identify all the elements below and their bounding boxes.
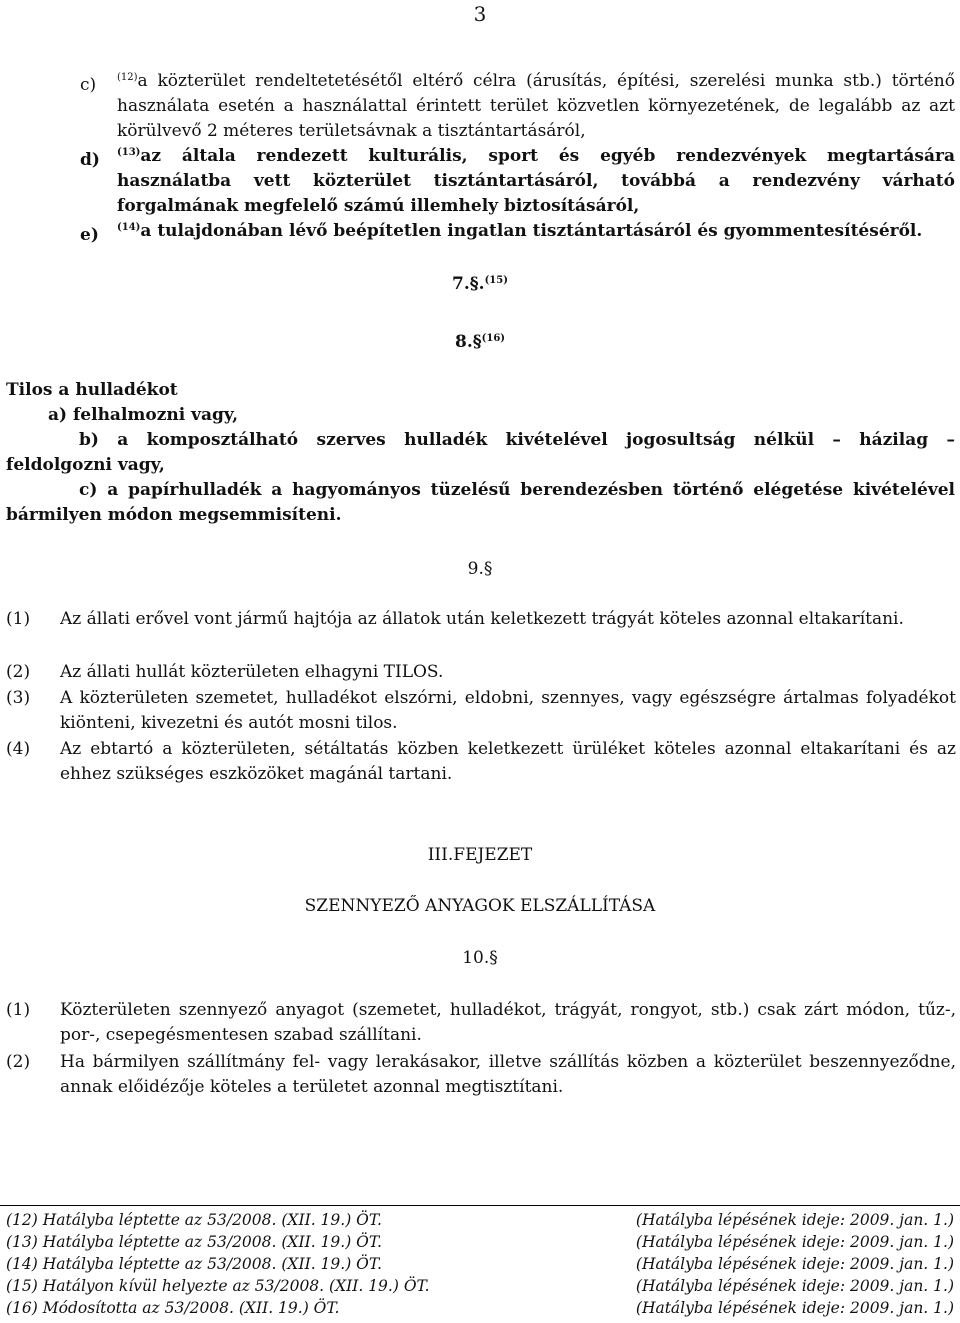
footnote-12 [6,1210,954,1231]
section-8-item-b: b) a komposztálható szerves hulladék kivételével jogosultság nélkül – házilag – [79,430,955,450]
footnote-text: (14) Hatályba léptette az 53/2008. (XII. 19.) ÖT. [6,1255,382,1273]
footnote-text: (15) Hatályon kívül helyezte az 53/2008. (XII. 19.) ÖT. [6,1277,430,1295]
section-9-heading: 9.§ [467,559,493,579]
footnote-date: (Hatályba lépésének ideje: 2009. jan. 1.) [635,1299,954,1317]
footnote-ref-16: (16) [481,333,506,344]
section-8-item-c: c) a papírhulladék a hagyományos tüzelésű berendezésben történő elégetése kivételével [79,480,955,500]
section-title: 7.§. [452,274,485,294]
section-9-para-4: Az ebtartó a közterületen, sétáltatás közben keletkezett ürüléket köteles azonnal eltakarítani és az ehhez szükséges eszközöket magánál tartani. [60,739,956,784]
para-number: (4) [6,739,31,759]
list-item-e [117,219,955,244]
list-item-text: a közterület rendeltetetésétől eltérő célra (árusítás, építési, szerelési munka stb.) történő használata esetén a használattal érintett terület közvetlen környezetének, de legalább az azt körülvevő 2 méteres területsávnak a tisztántartásáról, [117,71,955,141]
list-item-text: az általa rendezett kulturális, sport és egyéb rendezvények megtartására használatba vett közterület tisztántartásáról, továbbá a rendezvény várható forgalmának megfelelő számú illemhely biztosításáról, [117,146,955,216]
section-8-intro: Tilos a hulladékot [6,380,178,400]
footnote-ref-15: (15) [484,275,508,286]
list-item-text: a tulajdonában lévő beépítetlen ingatlan tisztántartásáról és gyommentesítéséről. [140,221,923,241]
section-9-para-1: Az állati erővel vont jármű hajtója az állatok után keletkezett trágyát köteles azonnal eltakarítani. [60,609,904,629]
footnote-date: (Hatályba lépésének ideje: 2009. jan. 1.) [635,1277,954,1295]
para-number: (1) [6,1000,31,1020]
section-7-heading [0,272,960,297]
section-10-para-2: Ha bármilyen szállítmány fel- vagy lerakásakor, illetve szállítás közben a közterület beszennyeződne, annak előidézője köteles a területet azonnal megtisztítani. [60,1052,956,1097]
section-9-para-3: A közterületen szemetet, hulladékot elszórni, eldobni, szennyes, vagy egészségre ártalmas folyadékot kiönteni, kivezetni és autót mosni tilos. [60,688,956,733]
footnote-ref-14: (14) [117,222,141,233]
footnote-13 [6,1232,954,1253]
section-8-item-a: a) felhalmozni vagy, [48,405,239,425]
footnote-14 [6,1254,954,1275]
para-number: (2) [6,1052,31,1072]
list-item-label-e: e) [80,225,99,245]
section-title: 8.§ [454,332,482,352]
list-item-d [117,144,955,219]
footnote-date: (Hatályba lépésének ideje: 2009. jan. 1.) [635,1233,954,1251]
footnote-text: (13) Hatályba léptette az 53/2008. (XII. 19.) ÖT. [6,1233,382,1251]
footnote-15 [6,1276,954,1297]
footnote-text: (12) Hatályba léptette az 53/2008. (XII. 19.) ÖT. [6,1211,382,1229]
section-8-heading [0,330,960,355]
footnote-separator [0,1205,960,1206]
footnote-date: (Hatályba lépésének ideje: 2009. jan. 1.) [635,1211,954,1229]
chapter-number: III.FEJEZET [427,845,533,865]
section-10-heading: 10.§ [462,948,498,968]
footnote-ref-13: (13) [117,147,141,158]
section-8-item-b-cont: feldolgozni vagy, [6,455,165,475]
footnote-16 [6,1298,954,1319]
list-item-label-c: c) [80,75,97,95]
footnote-date: (Hatályba lépésének ideje: 2009. jan. 1.) [635,1255,954,1273]
footnote-ref-12: (12) [117,72,138,83]
list-item-label-d: d) [80,150,100,170]
para-number: (3) [6,688,31,708]
para-number: (2) [6,662,31,682]
section-10-para-1: Közterületen szennyező anyagot (szemetet, hulladékot, trágyát, rongyot, stb.) csak zárt módon, tűz-, por-, csepegésmentesen szabad szállítani. [60,1000,956,1045]
page-number: 3 [473,2,487,26]
footnote-text: (16) Módosította az 53/2008. (XII. 19.) ÖT. [6,1299,340,1317]
chapter-title: SZENNYEZŐ ANYAGOK ELSZÁLLÍTÁSA [304,896,656,916]
section-9-para-2: Az állati hullát közterületen elhagyni TILOS. [60,662,444,682]
section-8-item-c-cont: bármilyen módon megsemmisíteni. [6,505,342,525]
para-number: (1) [6,609,31,629]
list-item-c [117,69,955,144]
